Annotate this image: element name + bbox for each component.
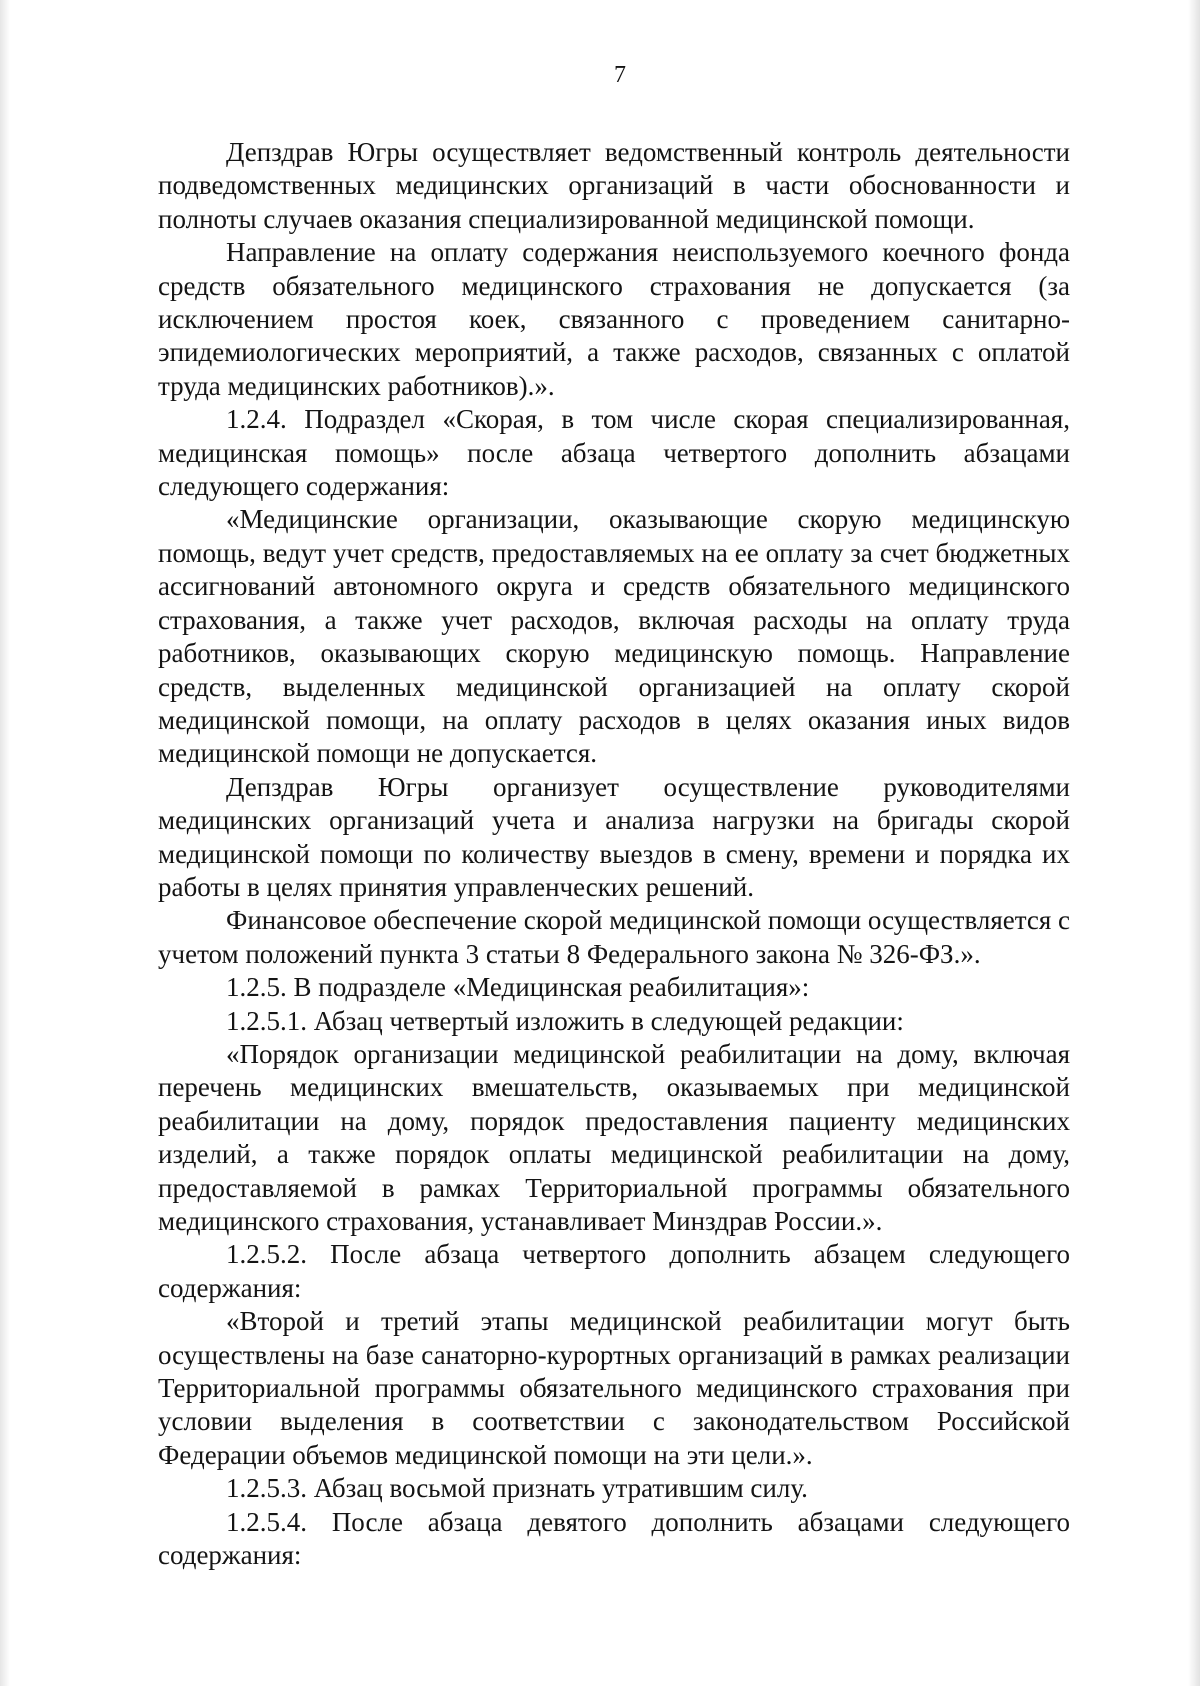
paragraph: Направление на оплату содержания неиспользуемого коечного фонда средств обязательного медицинского страхования не допускается (за исключением простоя коек, связанного с проведением санитарно-эпидемиологических мероприятий, а также расходов, связанных с оплатой труда медицинских работников).». [158,237,1070,401]
paragraph: 1.2.4. Подраздел «Скорая, в том числе скорая специализированная, медицинская помощь» после абзаца четвертого дополнить абзацами следующего содержания: [158,404,1070,502]
paragraph: 1.2.5. В подразделе «Медицинская реабилитация»: [226,972,810,1003]
page-number: 7 [614,62,626,88]
paragraph: «Второй и третий этапы медицинской реабилитации могут быть осуществлены на базе санаторно-курортных организаций в рамках реализации Территориальной программы обязательного медицинского страхования при условии выделения в соответствии с законодательством Российской Федерации объемов медицинской помощи на эти цели.». [158,1306,1070,1470]
scan-edge-right [1188,0,1200,1686]
paragraph: Финансовое обеспечение скорой медицинской помощи осуществляется с учетом положений пункта 3 статьи 8 Федерального закона № 326-ФЗ.». [158,905,1070,969]
paragraph: 1.2.5.2. После абзаца четвертого дополнить абзацем следующего содержания: [158,1239,1070,1303]
document-body [158,136,1070,1572]
paragraph: «Порядок организации медицинской реабилитации на дому, включая перечень медицинских вмешательств, оказываемых при медицинской реабилитации на дому, порядок предоставления пациенту медицинских изделий, а также порядок оплаты медицинской реабилитации на дому, предоставляемой в рамках Территориальной программы обязательного медицинского страхования, устанавливает Минздрав России.». [158,1038,1070,1236]
paragraph: 1.2.5.4. После абзаца девятого дополнить абзацами следующего содержания: [158,1506,1070,1571]
paragraph: 1.2.5.3. Абзац восьмой признать утратившим силу. [226,1473,808,1504]
paragraph: Депздрав Югры организует осуществление руководителями медицинских организаций учета и анализа нагрузки на бригады скорой медицинской помощи по количеству выездов в смену, времени и порядка их работы в целях принятия управленческих решений. [158,771,1070,902]
scan-edge-left [0,0,10,1686]
paragraph: Депздрав Югры осуществляет ведомственный контроль деятельности подведомственных медицинских организаций в части обоснованности и полноты случаев оказания специализированной медицинской помощи. [158,137,1070,234]
paragraph: 1.2.5.1. Абзац четвертый изложить в следующей редакции: [226,1005,904,1036]
paragraph: «Медицинские организации, оказывающие скорую медицинскую помощь, ведут учет средств, предоставляемых на ее оплату за счет бюджетных ассигнований автономного округа и средств обязательного медицинского страхования, а также учет расходов, включая расходы на оплату труда работников, оказывающих скорую медицинскую помощь. Направление средств, выделенных медицинской организацией на оплату скорой медицинской помощи, на оплату расходов в целях оказания иных видов медицинской помощи не допускается. [158,504,1070,769]
